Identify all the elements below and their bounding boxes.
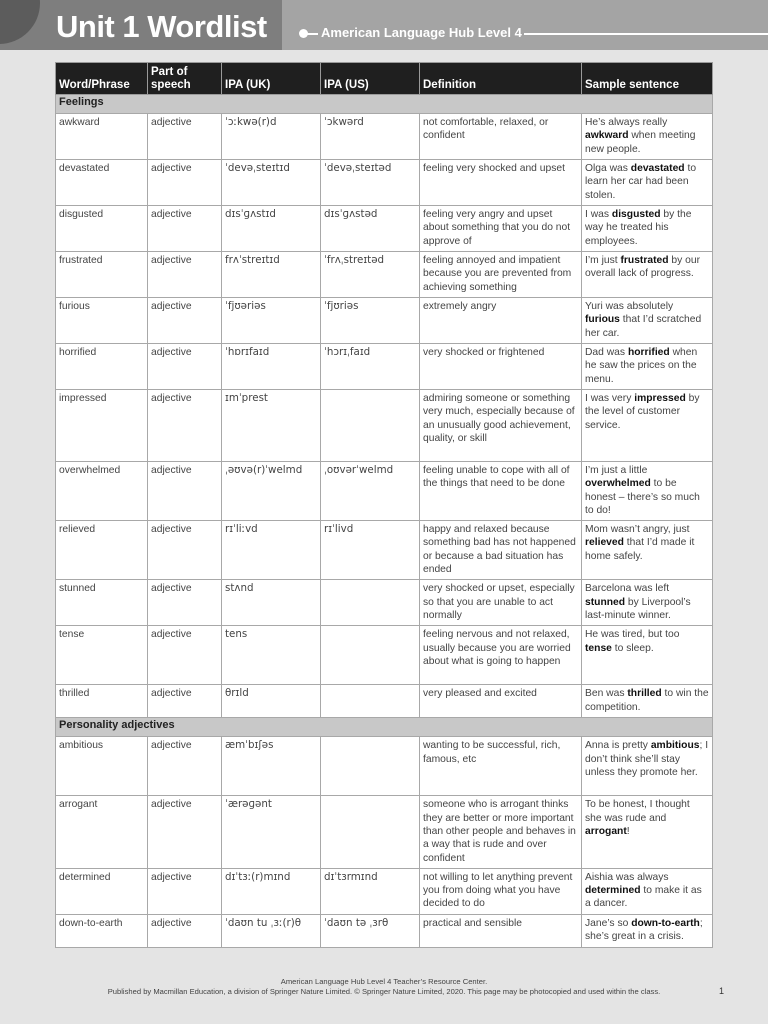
sample-sentence-cell <box>582 868 713 914</box>
word-cell: horrified <box>56 344 148 390</box>
sentence-text: by Liverpool’s last-minute winner. <box>585 596 691 621</box>
ipa-us-cell: ˈdevəˌsteɪtəd <box>321 160 420 206</box>
sentence-keyword: stunned <box>585 596 626 608</box>
definition-cell: very shocked or frightened <box>420 344 582 390</box>
sentence-text: by our overall lack of progress. <box>585 255 701 280</box>
ipa-us-cell <box>321 390 420 462</box>
sentence-keyword: horrified <box>627 347 670 358</box>
definition-cell: not willing to let anything prevent you from doing what you have decided to do <box>420 868 582 914</box>
ipa-us-cell: ˈdaʊn tə ˌɜrθ <box>321 914 420 947</box>
word-cell: frustrated <box>56 252 148 298</box>
page-title: Unit 1 Wordlist <box>56 9 267 44</box>
part-of-speech-cell: adjective <box>148 160 222 206</box>
ipa-uk-cell: ˈɔːkwə(r)d <box>222 114 321 160</box>
sentence-keyword: devastated <box>630 163 685 174</box>
sentence-text: Yuri was absolutely <box>585 301 674 312</box>
ipa-uk-cell: ˌəʊvə(r)ˈwelmd <box>222 462 321 521</box>
sentence-text: I was very <box>585 393 635 404</box>
sentence-text: Anna is pretty <box>585 740 651 752</box>
ipa-us-cell <box>321 737 420 796</box>
table-row <box>56 796 713 868</box>
table-row <box>56 114 713 160</box>
sentence-text: Dad was <box>585 347 628 358</box>
part-of-speech-cell: adjective <box>148 521 222 580</box>
ipa-uk-cell: rɪˈliːvd <box>222 521 321 580</box>
section-row <box>56 718 713 737</box>
part-of-speech-cell: adjective <box>148 344 222 390</box>
table-row <box>56 252 713 298</box>
definition-cell: feeling very angry and upset about something that you do not approve of <box>420 206 582 252</box>
sentence-keyword: down-to-earth <box>631 917 700 929</box>
sentence-text: Olga was <box>585 163 631 174</box>
table-row <box>56 160 713 206</box>
word-cell: furious <box>56 298 148 344</box>
ipa-us-cell: ˈfjʊriəs <box>321 298 420 344</box>
definition-cell: happy and relaxed because something bad has not happened or because a bad situation has ended <box>420 521 582 580</box>
table-row <box>56 626 713 685</box>
table-row <box>56 298 713 344</box>
definition-cell: very pleased and excited <box>420 685 582 718</box>
sentence-text: Aishia was always <box>585 871 669 883</box>
sentence-text: to win the competition. <box>585 688 709 713</box>
word-cell: determined <box>56 868 148 914</box>
table-body <box>56 95 713 948</box>
sentence-keyword: awkward <box>585 130 629 142</box>
sentence-text: to sleep. <box>611 642 654 654</box>
ipa-uk-cell: dɪˈtɜː(r)mɪnd <box>222 868 321 914</box>
table-row <box>56 580 713 626</box>
sentence-text: by the level of customer service. <box>585 393 700 431</box>
ipa-uk-cell: ˈdaʊn tu ˌɜː(r)θ <box>222 914 321 947</box>
section-row <box>56 95 713 114</box>
ipa-uk-cell: θrɪld <box>222 685 321 718</box>
definition-cell: feeling nervous and not relaxed, usually because you are worried about what is going to happen <box>420 626 582 685</box>
word-cell: down-to-earth <box>56 914 148 947</box>
definition-cell: someone who is arrogant thinks they are better or more important than other people and behaves in a way that is rude and over confident <box>420 796 582 868</box>
sentence-text: when meeting new people. <box>585 130 696 155</box>
page-number: 1 <box>719 986 725 996</box>
sentence-keyword: frustrated <box>620 255 669 266</box>
ipa-us-cell: dɪsˈɡʌstəd <box>321 206 420 252</box>
ipa-uk-cell: ɪmˈprest <box>222 390 321 462</box>
sentence-keyword: furious <box>585 314 620 326</box>
sample-sentence-cell <box>582 462 713 521</box>
footer <box>0 977 768 997</box>
course-level-label: American Language Hub Level 4 <box>321 25 522 40</box>
word-cell: tense <box>56 626 148 685</box>
sentence-text: to make it as a dancer. <box>585 885 702 910</box>
ipa-us-cell <box>321 796 420 868</box>
word-cell: thrilled <box>56 685 148 718</box>
word-cell: disgusted <box>56 206 148 252</box>
word-cell: arrogant <box>56 796 148 868</box>
sample-sentence-cell <box>582 914 713 947</box>
sentence-keyword: disgusted <box>611 209 661 220</box>
sample-sentence-cell <box>582 252 713 298</box>
table-row <box>56 685 713 718</box>
sample-sentence-cell <box>582 390 713 462</box>
table-row <box>56 206 713 252</box>
ipa-uk-cell: ˈdevəˌsteɪtɪd <box>222 160 321 206</box>
sentence-text: ; she’s great in a crisis. <box>585 917 703 943</box>
bullet-line-divider <box>306 33 318 35</box>
definition-cell: admiring someone or something very much, especially because of an unusually good achievement, quality, or skill <box>420 390 582 462</box>
part-of-speech-cell: adjective <box>148 685 222 718</box>
sample-sentence-cell <box>582 206 713 252</box>
sentence-text: when he saw the prices on the menu. <box>585 347 698 385</box>
part-of-speech-cell: adjective <box>148 252 222 298</box>
sample-sentence-cell <box>582 160 713 206</box>
word-cell: overwhelmed <box>56 462 148 521</box>
sentence-keyword: ambitious <box>650 740 700 752</box>
part-of-speech-cell: adjective <box>148 737 222 796</box>
part-of-speech-cell: adjective <box>148 796 222 868</box>
sentence-keyword: tense <box>585 642 612 654</box>
definition-cell: very shocked or upset, especially so that you are unable to act normally <box>420 580 582 626</box>
sample-sentence-cell <box>582 626 713 685</box>
ipa-us-cell <box>321 580 420 626</box>
sample-sentence-cell <box>582 521 713 580</box>
definition-cell: extremely angry <box>420 298 582 344</box>
sentence-text: I’m just a little <box>585 465 648 476</box>
sample-sentence-cell <box>582 685 713 718</box>
part-of-speech-cell: adjective <box>148 206 222 252</box>
table-row <box>56 521 713 580</box>
table-row <box>56 344 713 390</box>
table-row <box>56 462 713 521</box>
ipa-uk-cell: ˈærəɡənt <box>222 796 321 868</box>
definition-cell: feeling annoyed and impatient because you are prevented from achieving something <box>420 252 582 298</box>
part-of-speech-cell: adjective <box>148 114 222 160</box>
sample-sentence-cell <box>582 580 713 626</box>
ipa-uk-cell: ˈhɒrɪfaɪd <box>222 344 321 390</box>
ipa-us-cell: dɪˈtɜrmɪnd <box>321 868 420 914</box>
sentence-text: ! <box>626 825 630 837</box>
sentence-text: To be honest, I thought she was rude and <box>585 799 690 824</box>
sentence-text: I’m just <box>585 255 621 266</box>
sentence-keyword: overwhelmed <box>585 478 651 490</box>
word-cell: impressed <box>56 390 148 462</box>
part-of-speech-cell: adjective <box>148 390 222 462</box>
column-header-word: Word/Phrase <box>56 63 148 95</box>
ipa-uk-cell: dɪsˈɡʌstɪd <box>222 206 321 252</box>
part-of-speech-cell: adjective <box>148 868 222 914</box>
sentence-text: to be honest – there’s so much to do! <box>585 478 700 516</box>
ipa-uk-cell: frʌˈstreɪtɪd <box>222 252 321 298</box>
definition-cell: not comfortable, relaxed, or confident <box>420 114 582 160</box>
table-row <box>56 737 713 796</box>
footer-line-1: American Language Hub Level 4 Teacher’s Resource Center. <box>280 977 488 986</box>
ipa-us-cell: ˌoʊvərˈwelmd <box>321 462 420 521</box>
table-row <box>56 868 713 914</box>
part-of-speech-cell: adjective <box>148 914 222 947</box>
ipa-us-cell: rɪˈlivd <box>321 521 420 580</box>
ipa-us-cell <box>321 626 420 685</box>
definition-cell: practical and sensible <box>420 914 582 947</box>
part-of-speech-cell: adjective <box>148 462 222 521</box>
ipa-us-cell: ˈɔkwərd <box>321 114 420 160</box>
header-rule-divider <box>524 33 768 35</box>
section-title: Feelings <box>56 95 713 114</box>
part-of-speech-cell: adjective <box>148 298 222 344</box>
ipa-us-cell: ˈfrʌˌstreɪtəd <box>321 252 420 298</box>
ipa-uk-cell: stʌnd <box>222 580 321 626</box>
table-row <box>56 390 713 462</box>
sample-sentence-cell <box>582 114 713 160</box>
sentence-text: I was <box>585 209 612 220</box>
ipa-uk-cell: tens <box>222 626 321 685</box>
definition-cell: feeling very shocked and upset <box>420 160 582 206</box>
sentence-text: ; I don’t think she’ll stay unless they promote her. <box>585 740 709 778</box>
definition-cell: wanting to be successful, rich, famous, etc <box>420 737 582 796</box>
sentence-keyword: arrogant <box>585 825 627 837</box>
sample-sentence-cell <box>582 796 713 868</box>
table-row <box>56 914 713 947</box>
sample-sentence-cell <box>582 737 713 796</box>
definition-cell: feeling unable to cope with all of the things that need to be done <box>420 462 582 521</box>
ipa-uk-cell: ˈfjʊəriəs <box>222 298 321 344</box>
sentence-text: to learn her car had been stolen. <box>585 163 697 201</box>
page-header <box>0 0 768 50</box>
part-of-speech-cell: adjective <box>148 626 222 685</box>
sample-sentence-cell <box>582 344 713 390</box>
column-header-definition: Definition <box>420 63 582 95</box>
footer-line-2: Published by Macmillan Education, a division of Springer Nature Limited. © Springer Nature Limited, 2020. This page may be photocopied and used within the class. <box>107 987 661 996</box>
wordlist-table <box>55 62 713 948</box>
column-header-sample-sentence: Sample sentence <box>582 63 713 95</box>
column-header-ipa-us: IPA (US) <box>321 63 420 95</box>
sentence-text: Barcelona was left <box>585 583 670 595</box>
ipa-us-cell <box>321 685 420 718</box>
word-cell: stunned <box>56 580 148 626</box>
word-cell: devastated <box>56 160 148 206</box>
sentence-text: He’s always really <box>585 117 668 128</box>
sentence-text: Jane’s so <box>585 917 632 929</box>
word-cell: awkward <box>56 114 148 160</box>
sentence-text: that I’d scratched her car. <box>585 314 702 339</box>
word-cell: relieved <box>56 521 148 580</box>
sentence-text: that I’d made it home safely. <box>585 537 695 562</box>
sentence-text: Ben was <box>585 688 628 700</box>
ipa-us-cell: ˈhɔrɪˌfaɪd <box>321 344 420 390</box>
part-of-speech-cell: adjective <box>148 580 222 626</box>
column-header-ipa-uk: IPA (UK) <box>222 63 321 95</box>
sentence-keyword: determined <box>585 885 641 897</box>
sentence-keyword: relieved <box>585 537 624 549</box>
column-header-part-of-speech: Part of speech <box>148 63 222 95</box>
table-header-row <box>56 63 713 95</box>
section-title: Personality adjectives <box>56 718 713 737</box>
sample-sentence-cell <box>582 298 713 344</box>
sentence-keyword: thrilled <box>627 688 662 700</box>
sentence-text: by the way he treated his employees. <box>585 209 692 247</box>
sentence-text: Mom wasn’t angry, just <box>585 524 690 536</box>
sentence-text: He was tired, but too <box>585 629 680 641</box>
ipa-uk-cell: æmˈbɪʃəs <box>222 737 321 796</box>
word-cell: ambitious <box>56 737 148 796</box>
sentence-keyword: impressed <box>634 393 686 404</box>
